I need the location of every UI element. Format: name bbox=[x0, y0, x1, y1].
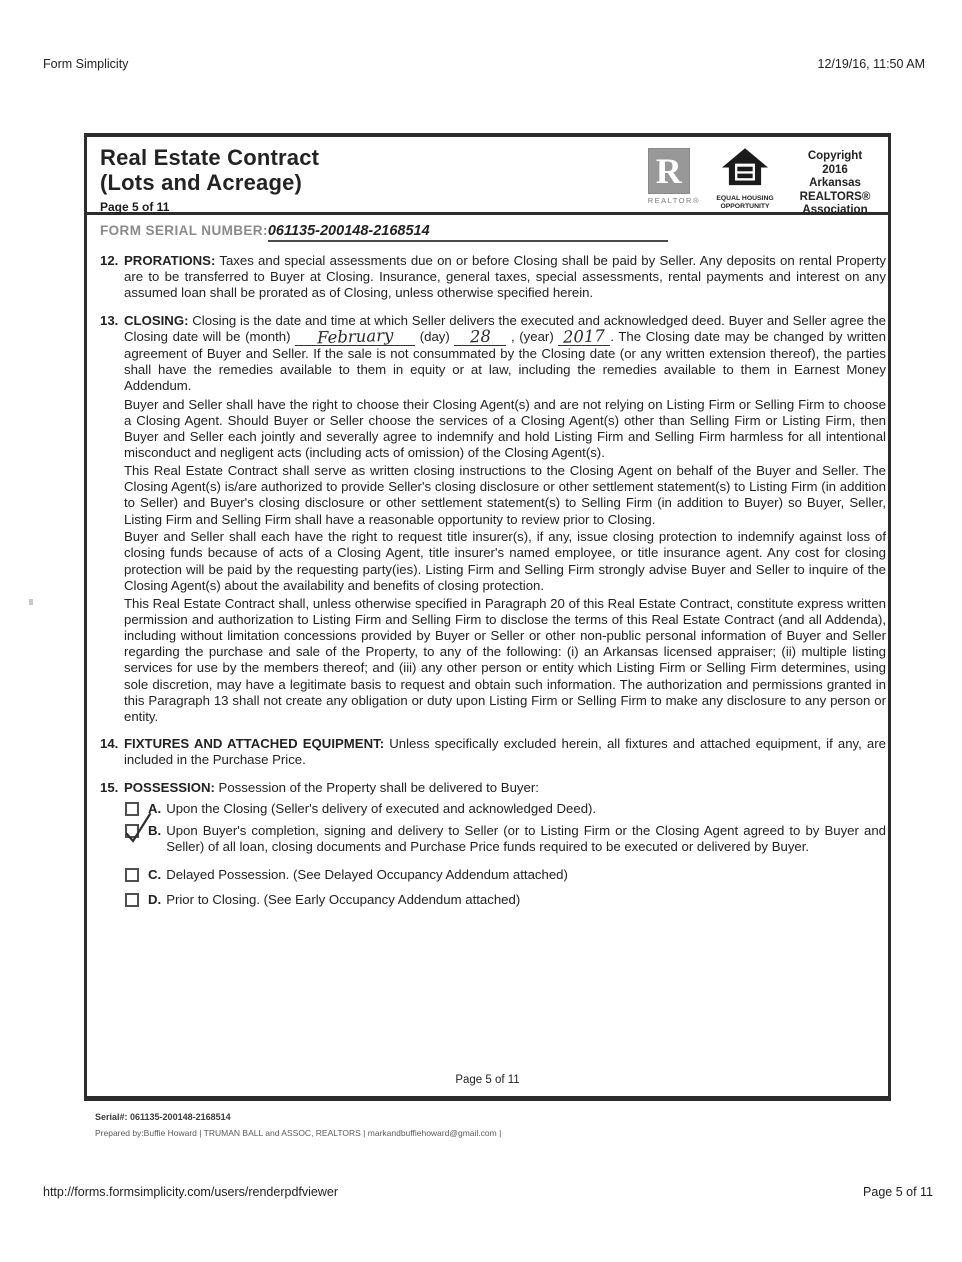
checkbox-option-c[interactable] bbox=[125, 868, 139, 882]
realtor-logo-icon: R bbox=[648, 148, 690, 194]
viewer-footer bbox=[43, 1185, 933, 1199]
possession-option-c bbox=[124, 867, 886, 883]
checkbox-option-d[interactable] bbox=[125, 893, 139, 907]
paragraph-text: Possession of the Property shall be delivered to Buyer: bbox=[218, 779, 539, 795]
realtor-logo bbox=[648, 148, 700, 205]
closing-year-field[interactable] bbox=[558, 326, 610, 347]
prepared-by-line: Prepared by:Buffie Howard | TRUMAN BALL and ASSOC, REALTORS | markandbuffiehoward@gmail.com | bbox=[95, 1128, 502, 1138]
checkmark-icon bbox=[124, 810, 154, 844]
paragraph-12-prorations bbox=[100, 253, 886, 302]
doc-title-line2: (Lots and Acreage) bbox=[100, 170, 303, 195]
app-title: Form Simplicity bbox=[43, 57, 129, 71]
paragraph-text: Unless specifically excluded herein, all fixtures and attached equipment, if any, are included in the Purchase Price. bbox=[124, 736, 886, 768]
print-timestamp: 12/19/16, 11:50 AM bbox=[817, 57, 925, 71]
possession-options bbox=[124, 801, 886, 908]
option-letter: B. bbox=[148, 823, 162, 838]
realtor-logo-caption: REALTOR® bbox=[647, 196, 700, 205]
contract-body bbox=[87, 244, 888, 908]
closing-day-field[interactable] bbox=[454, 326, 506, 347]
closing-year-handwriting: 2017 bbox=[562, 326, 606, 347]
form-serial-value: 061135-200148-2168514 bbox=[268, 223, 668, 242]
doc-page-label: Page 5 of 11 bbox=[100, 200, 170, 214]
paragraph-text: (day) bbox=[419, 328, 450, 344]
paragraph-text: Taxes and special assessments due on or before Closing shall be paid by Seller. Any deposits on rental Property are to be transferred to Buyer at Closing. Insurance, general taxes, special assessments, rental payments and interest on any assumed loan shall be prorated as of Closing, unless otherwise specified herein. bbox=[124, 253, 886, 301]
closing-day-handwriting: 28 bbox=[469, 326, 492, 347]
form-serial-label: FORM SERIAL NUMBER: bbox=[100, 223, 268, 238]
serial-line: Serial#: 061135-200148-2168514 bbox=[95, 1112, 231, 1122]
paragraph-13-closing bbox=[100, 313, 886, 395]
paragraph-13-sub-2: Buyer and Seller shall have the right to choose their Closing Agent(s) and are not relying on Listing Firm or Selling Firm to choose a Closing Agent. Should Buyer or Seller choose the services of a Closing Agent(s) other than Selling Firm or Listing Firm, then Buyer and Seller each jointly and severally agree to indemnify and hold Listing Firm and Selling Firm harmless for all intentional misconduct and negligent acts (including acts of omission) of the Closing Agent(s). bbox=[124, 396, 886, 461]
paragraph-label: CLOSING: bbox=[124, 312, 189, 328]
paragraph-15-possession bbox=[100, 780, 886, 796]
paragraph-13-sub-3: This Real Estate Contract shall serve as written closing instructions to the Closing Agent on behalf of the Buyer and Seller. The Closing Agent(s) is/are authorized to provide Seller's closing disclosure or other settlement statement(s) to Listing Firm (in addition to Seller) and Buyer's closing disclosure or other settlement statement(s) to Selling Firm (in addition to Buyer) so Buyer, Seller, Listing Firm and Selling Firm shall have a reasonable opportunity to review prior to Closing. bbox=[124, 462, 886, 527]
paragraph-text: , (year) bbox=[511, 328, 554, 344]
contract-page bbox=[84, 133, 891, 1101]
paragraph-number: 14. bbox=[100, 736, 119, 752]
paragraph-text: Closing is the date and time at which Seller delivers the executed and acknowledged deed. Buyer and Seller agree the Closing date will be (month) bbox=[124, 312, 886, 344]
paragraph-number: 15. bbox=[100, 779, 119, 795]
paragraph-label: PRORATIONS: bbox=[124, 253, 216, 268]
option-text: Upon Buyer's completion, signing and delivery to Seller (or to Listing Firm or the Closing Agent agreed to by Buyer and Seller) of all loan, closing documents and Purchase Price funds required to be executed or delivered by Buyer. bbox=[166, 823, 886, 855]
viewer-header bbox=[43, 57, 925, 71]
doc-title-line1: Real Estate Contract bbox=[100, 145, 320, 170]
paragraph-text: . bbox=[610, 328, 614, 344]
possession-option-b bbox=[124, 823, 886, 855]
option-text: Delayed Possession. (See Delayed Occupancy Addendum attached) bbox=[166, 867, 568, 883]
option-letter: D. bbox=[148, 891, 162, 907]
option-letter: C. bbox=[148, 867, 162, 883]
option-text: Upon the Closing (Seller's delivery of executed and acknowledged Deed). bbox=[166, 800, 597, 816]
paragraph-label: FIXTURES AND ATTACHED EQUIPMENT: bbox=[124, 736, 385, 752]
paragraph-13-sub-4: Buyer and Seller shall each have the right to request title insurer(s), if any, issue closing protection to indemnify against loss of closing funds because of acts of a Closing Agent, title insurer's named employee, or title insurance agent. Any cost for closing protection will be paid by the requesting party(ies). Listing Firm and Selling Firm strongly advise Buyer and Seller to inquire of the Closing Agent(s) about the availability and benefits of closing protection. bbox=[124, 529, 886, 593]
equal-housing-caption-line2: OPPORTUNITY bbox=[720, 202, 770, 210]
paragraph-14-fixtures bbox=[100, 736, 886, 768]
paragraph-label: POSSESSION: bbox=[124, 779, 215, 795]
paragraph-13-sub-5: This Real Estate Contract shall, unless otherwise specified in Paragraph 20 of this Real Estate Contract, constitute express written permission and authorization to Listing Firm and Selling Firm to disclose the terms of this Real Estate Contract (and all Addenda), including without limitation concessions provided by Buyer or Seller or other non-public personal information of Buyer and Seller regarding the purchase and sale of the Property, to any of the following: (i) an Arkansas licensed appraiser; (ii) multiple listing services for use by the members thereof; and (iii) any other person or entity which Listing Firm or Selling Firm determines, using sole discretion, may have a legitimate basis to request and obtain such information. The authorization and permissions granted in this Paragraph 13 shall not create any obligation or duty upon Listing Firm or Selling Firm to make any disclosure to any person or entity. bbox=[124, 595, 886, 724]
form-serial-row bbox=[87, 215, 888, 244]
possession-option-d bbox=[124, 892, 886, 908]
possession-option-a bbox=[124, 801, 886, 817]
equal-housing-caption-line1: EQUAL HOUSING bbox=[716, 195, 774, 202]
option-text: Prior to Closing. (See Early Occupancy Addendum attached) bbox=[166, 891, 521, 907]
copyright-notice: Copyright 2016 Arkansas REALTORS® Association bbox=[799, 150, 871, 216]
equal-housing-icon bbox=[722, 148, 768, 190]
doc-title-block bbox=[100, 145, 319, 214]
preparation-info bbox=[95, 1112, 501, 1138]
paragraph-text: The Closing date may be changed by written agreement of Buyer and Seller. If the sale is not consummated by the Closing date (or any written extension thereof), the parties shall have the remedies available to them in equity or at law, including the remedies available to them in Earnest Money Addendum. bbox=[124, 328, 886, 394]
paragraph-number: 13. bbox=[100, 312, 119, 328]
equal-housing-logo bbox=[712, 148, 778, 210]
checkbox-option-b[interactable] bbox=[125, 824, 139, 838]
closing-month-handwriting: February bbox=[316, 325, 394, 348]
doc-footer-page-label: Page 5 of 11 bbox=[455, 1074, 520, 1086]
paragraph-number: 12. bbox=[100, 253, 119, 268]
footer-url: http://forms.formsimplicity.com/users/renderpdfviewer bbox=[43, 1185, 338, 1199]
doc-header bbox=[87, 137, 888, 215]
scan-artifact bbox=[29, 599, 33, 605]
logo-area bbox=[648, 145, 880, 218]
footer-page-label: Page 5 of 11 bbox=[863, 1185, 933, 1199]
option-letter: A. bbox=[148, 800, 162, 816]
closing-month-field[interactable] bbox=[295, 325, 415, 348]
